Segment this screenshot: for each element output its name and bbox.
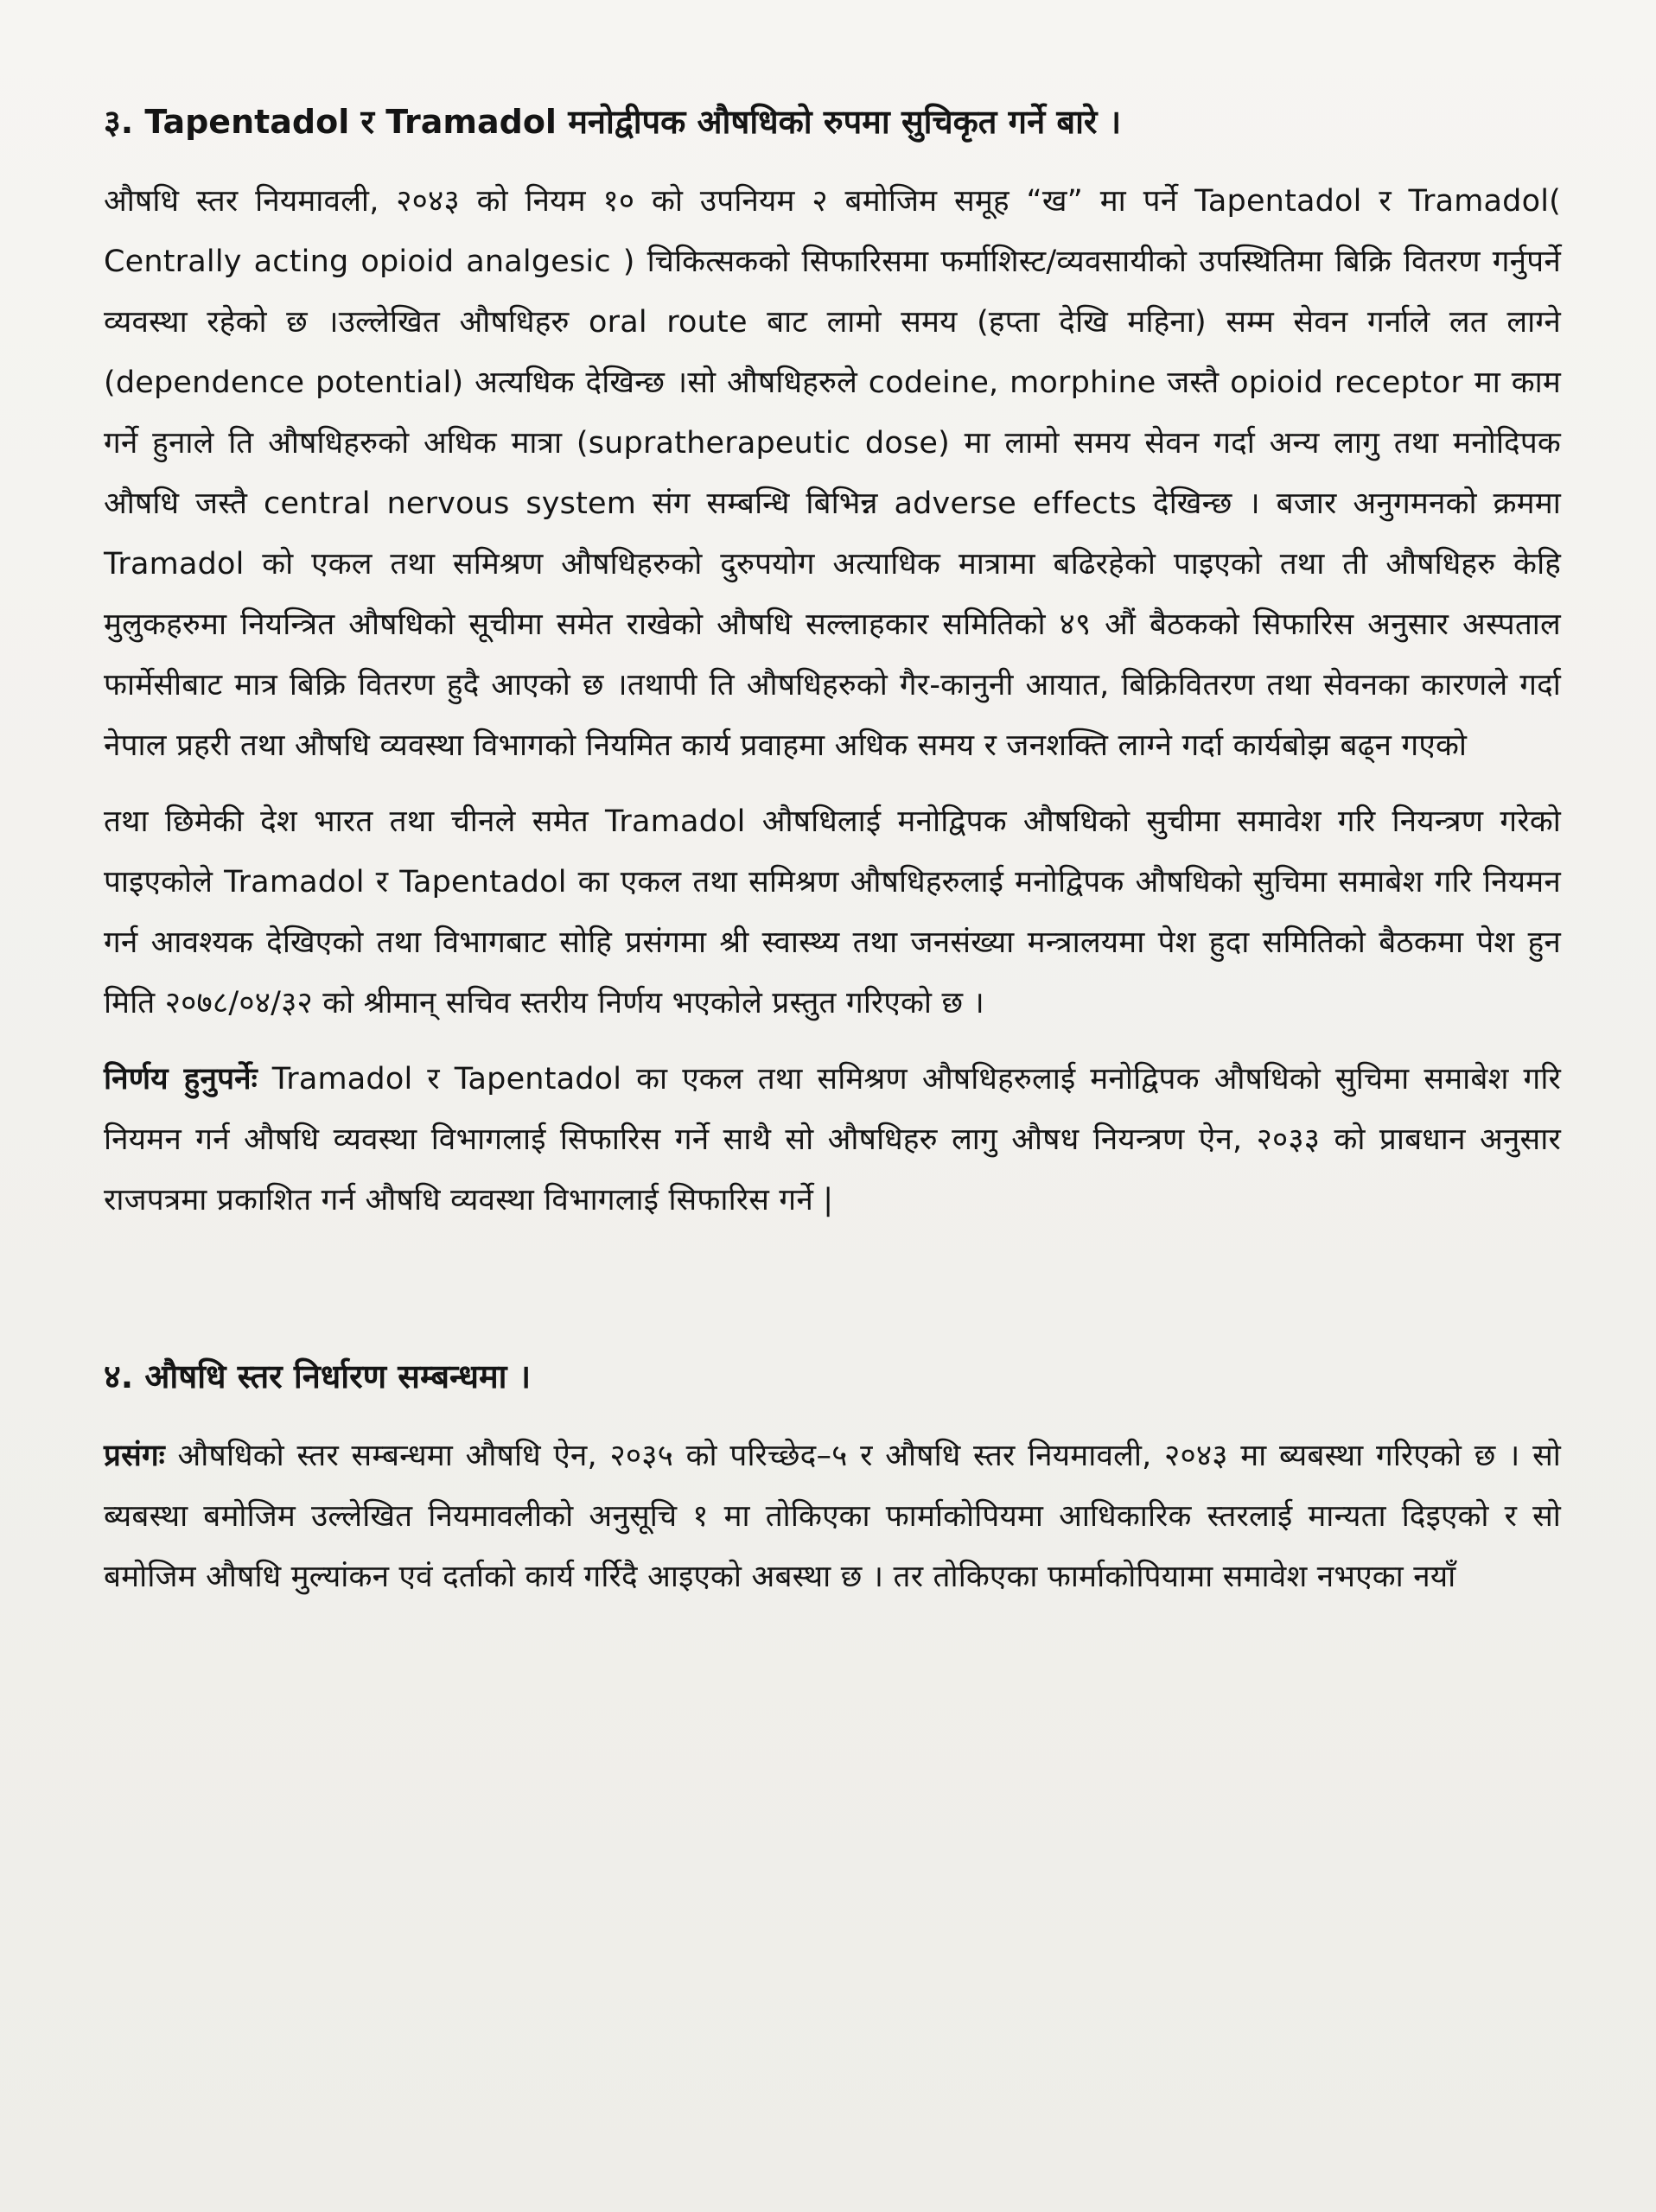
decision-label: निर्णय हुनुपर्नेः: [104, 1062, 258, 1096]
context-text: औषधिको स्तर सम्बन्धमा औषधि ऐन, २०३५ को परिच्छेद–५ र औषधि स्तर नियमावली, २०४३ मा ब्यबस्था गरिएको छ । सो ब्यबस्था बमोजिम उल्लेखित नियमावलीको अनुसूचि १ मा तोकिएका फार्माकोपियमा आधिकारिक स्तरलाई मान्यता दिइएको र सो बमोजिम औषधि मुल्यांकन एवं दर्ताको कार्य गर्रिदै आइएको अबस्था छ । तर तोकिएका फार्माकोपियामा समावेश नभएका नयाँ: [104, 1439, 1561, 1594]
section-3-paragraph-1: औषधि स्तर नियमावली, २०४३ को नियम १० को उपनियम २ बमोजिम समूह “ख” मा पर्ने Tapentadol र Tramadol( Centrally acting opioid analgesic ) चिकित्सकको सिफारिसमा फर्माशिस्ट/व्यवसायीको उपस्थितिमा बिक्रि वितरण गर्नुपर्ने व्यवस्था रहेको छ ।उल्लेखित औषधिहरु oral route बाट लामो समय (हप्ता देखि महिना) सम्म सेवन गर्नाले लत लाग्ने (dependence potential) अत्यधिक देखिन्छ ।सो औषधिहरुले codeine, morphine जस्तै opioid receptor मा काम गर्ने हुनाले ति औषधिहरुको अधिक मात्रा (supratherapeutic dose) मा लामो समय सेवन गर्दा अन्य लागु तथा मनोदिपक औषधि जस्तै central nervous system संग सम्बन्धि बिभिन्न adverse effects देखिन्छ । बजार अनुगमनको क्रममा Tramadol को एकल तथा समिश्रण औषधिहरुको दुरुपयोग अत्याधिक मात्रामा बढिरहेको पाइएको तथा ती औषधिहरु केहि मुलुकहरुमा नियन्त्रित औषधिको सूचीमा समेत राखेको औषधि सल्लाहकार समितिको ४९ औं बैठकको सिफारिस अनुसार अस्पताल फार्मेसीबाट मात्र बिक्रि वितरण हुदै आएको छ ।तथापी ति औषधिहरुको गैर-कानुनी आयात, बिक्रिवितरण तथा सेवनका कारणले गर्दा नेपाल प्रहरी तथा औषधि व्यवस्था विभागको नियमित कार्य प्रवाहमा अधिक समय र जनशक्ति लाग्ने गर्दा कार्यबोझ बढ्न गएको: [104, 184, 1561, 763]
context-label: प्रसंगः: [104, 1439, 165, 1473]
section-gap: [104, 1246, 1561, 1350]
decision-text: Tramadol र Tapentadol का एकल तथा समिश्रण औषधिहरुलाई मनोद्विपक औषधिको सुचिमा समाबेश गरि नियमन गर्न औषधि व्यवस्था विभागलाई सिफारिस गर्ने साथै सो औषधिहरु लागु औषध नियन्त्रण ऐन, २०३३ को प्राबधान अनुसार राजपत्रमा प्रकाशित गर्न औषधि व्यवस्था विभागलाई सिफारिस गर्ने |: [104, 1062, 1562, 1217]
section-4-heading: ४. औषधि स्तर निर्धारण सम्बन्धमा ।: [104, 1357, 532, 1395]
section-4-context: [104, 1426, 1561, 1607]
section-3-paragraph-2: तथा छिमेकी देश भारत तथा चीनले समेत Tramadol औषधिलाई मनोद्विपक औषधिको सुचीमा समावेश गरि नियन्त्रण गरेको पाइएकोले Tramadol र Tapentadol का एकल तथा समिश्रण औषधिहरुलाई मनोद्विपक औषधिको सुचिमा समाबेश गरि नियमन गर्न आवश्यक देखिएको तथा विभागबाट सोहि प्रसंगमा श्री स्वास्थ्य तथा जनसंख्या मन्त्रालयमा पेश हुदा समितिको बैठकमा पेश हुन मिति २०७८/०४/३२ को श्रीमान् सचिव स्तरीय निर्णय भएकोले प्रस्तुत गरिएको छ ।: [104, 804, 1561, 1020]
section-3-decision: [104, 1049, 1561, 1230]
section-3-heading: ३. Tapentadol र Tramadol मनोद्वीपक औषधिको रुपमा सुचिकृत गर्ने बारे ।: [104, 103, 1122, 141]
